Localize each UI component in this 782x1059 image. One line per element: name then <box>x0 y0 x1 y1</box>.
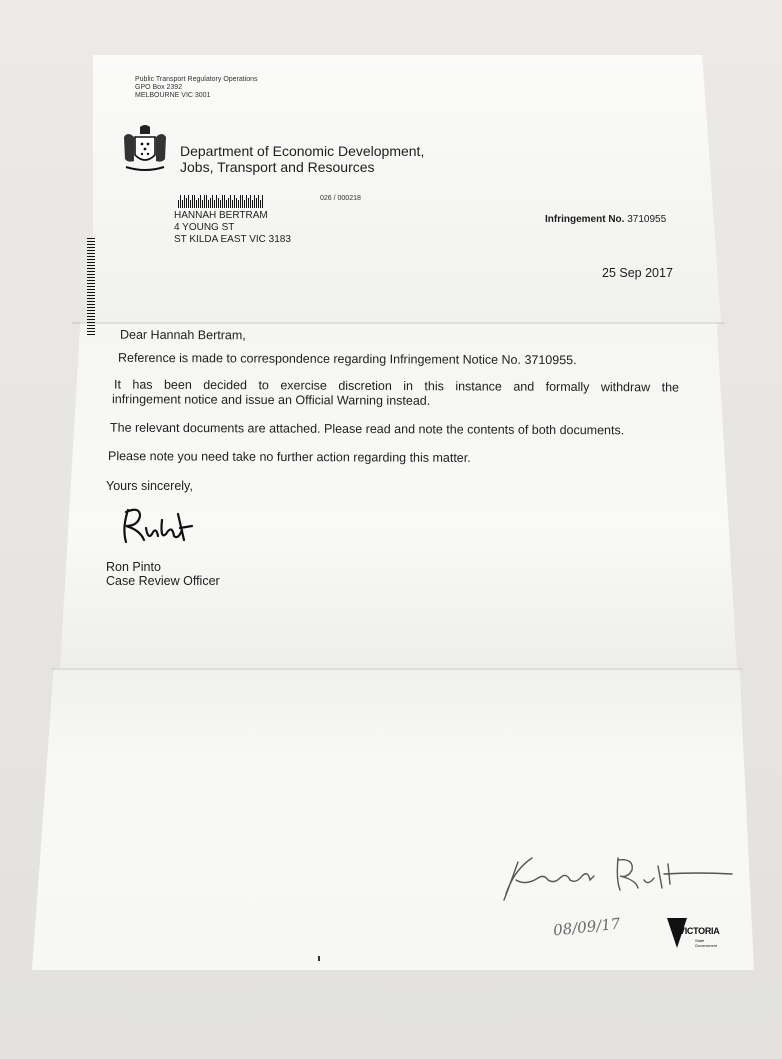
recipient-name: HANNAH BERTRAM <box>174 210 268 221</box>
coat-of-arms-icon <box>120 123 170 175</box>
barcode-code: 026 / 000218 <box>320 195 361 202</box>
fold-line <box>72 322 724 324</box>
sender-line-1: Public Transport Regulatory Operations <box>135 76 258 83</box>
signatory-name: Ron Pinto <box>106 560 161 574</box>
paragraph-3: The relevant documents are attached. Please read and note the contents of both documents. <box>109 420 625 438</box>
infringement-value: 3710955 <box>627 214 667 225</box>
paragraph-4: Please note you need take no further action regarding this matter. <box>107 449 471 465</box>
infringement-number <box>545 214 666 225</box>
handwritten-date: 08/09/17 <box>552 914 622 940</box>
fold-line <box>52 668 742 670</box>
sender-line-2: GPO Box 2392 <box>135 84 183 91</box>
recipient-signature-icon <box>498 850 738 906</box>
letter-panel-middle <box>60 322 737 668</box>
victoria-government-logo <box>665 914 727 954</box>
officer-signature-icon <box>118 500 198 550</box>
signatory-title: Case Review Officer <box>106 574 220 588</box>
letter-date: 25 Sep 2017 <box>602 266 673 280</box>
postal-barcode <box>178 190 264 204</box>
recipient-suburb: ST KILDA EAST VIC 3183 <box>174 234 291 245</box>
department-name-line-1: Department of Economic Development, <box>180 143 425 159</box>
paragraph-2-line-1: It has been decided to exercise discretion in this instance and formally withdraw the <box>113 377 680 395</box>
letter-panel-bottom <box>32 668 754 970</box>
paragraph-1: Reference is made to correspondence regarding Infringement Notice No. 3710955. <box>117 350 577 368</box>
paragraph-2-line-2: infringement notice and issue an Official Warning instead. <box>111 392 431 408</box>
logo-sub-2: Government <box>695 943 718 948</box>
logo-sub-1: State <box>695 938 705 943</box>
margin-barcode <box>87 238 95 336</box>
sender-line-3: MELBOURNE VIC 3001 <box>135 92 211 99</box>
infringement-label: Infringement No. <box>545 214 625 225</box>
logo-name: VICTORIA <box>679 926 720 936</box>
closing: Yours sincerely, <box>106 479 193 493</box>
salutation: Dear Hannah Bertram, <box>119 327 246 343</box>
recipient-street: 4 YOUNG ST <box>174 222 235 233</box>
pen-mark <box>318 956 320 961</box>
department-name-line-2: Jobs, Transport and Resources <box>180 159 375 175</box>
